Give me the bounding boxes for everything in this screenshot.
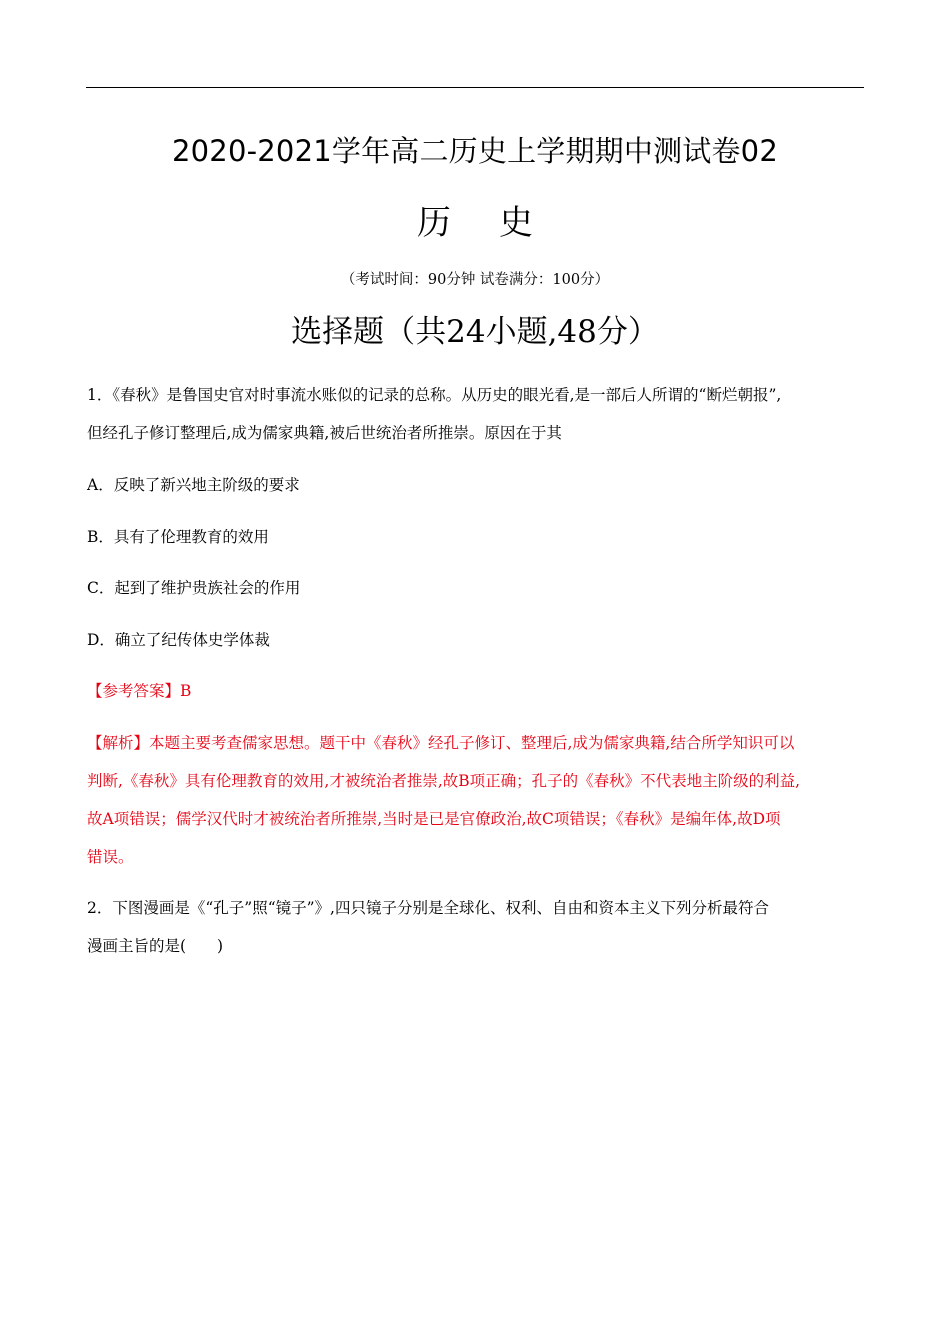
question-1-stem-line: 但经孔子修订整理后,成为儒家典籍,被后世统治者所推崇。原因在于其 [87,424,562,442]
subject-char-1: 历 [417,203,451,243]
question-1-analysis [87,724,863,876]
question-1-stem [87,376,863,452]
question-1-answer: 【参考答案】B [87,682,192,700]
exam-info: （考试时间：90分钟 试卷满分：100分） [340,272,610,288]
question-2-stem-line: 2．下图漫画是《“孔子”照“镜子”》,四只镜子分别是全球化、权利、自由和资本主义下列分析最符合 [87,899,769,917]
question-1-option-d: D．确立了纪传体史学体裁 [87,631,270,649]
analysis-line: 判断,《春秋》具有伦理教育的效用,才被统治者推崇,故B项正确；孔子的《春秋》不代表地主阶级的利益, [87,772,801,790]
question-2-stem [87,889,863,965]
section-heading: 选择题（共24小题,48分） [291,314,659,350]
analysis-line: 【解析】本题主要考查儒家思想。题干中《春秋》经孔子修订、整理后,成为儒家典籍,结合所学知识可以 [87,734,795,752]
question-1-option-c: C．起到了维护贵族社会的作用 [87,579,301,597]
question-1-option-a: A．反映了新兴地主阶级的要求 [87,476,300,494]
question-1-option-b: B．具有了伦理教育的效用 [87,528,269,546]
subject-char-2: 史 [499,203,533,243]
subject-heading [0,201,950,245]
exam-title: 2020-2021学年高二历史上学期期中测试卷02 [172,134,778,168]
header-rule [86,87,864,88]
question-1-stem-line: 1．《春秋》是鲁国史官对时事流水账似的记录的总称。从历史的眼光看,是一部后人所谓的“断烂朝报”, [87,386,782,404]
question-2-stem-line: 漫画主旨的是( ) [87,937,224,955]
analysis-line: 故A项错误；儒学汉代时才被统治者所推崇,当时是已是官僚政治,故C项错误；《春秋》是编年体,故D项 [87,810,781,828]
analysis-line: 错误。 [87,848,134,866]
